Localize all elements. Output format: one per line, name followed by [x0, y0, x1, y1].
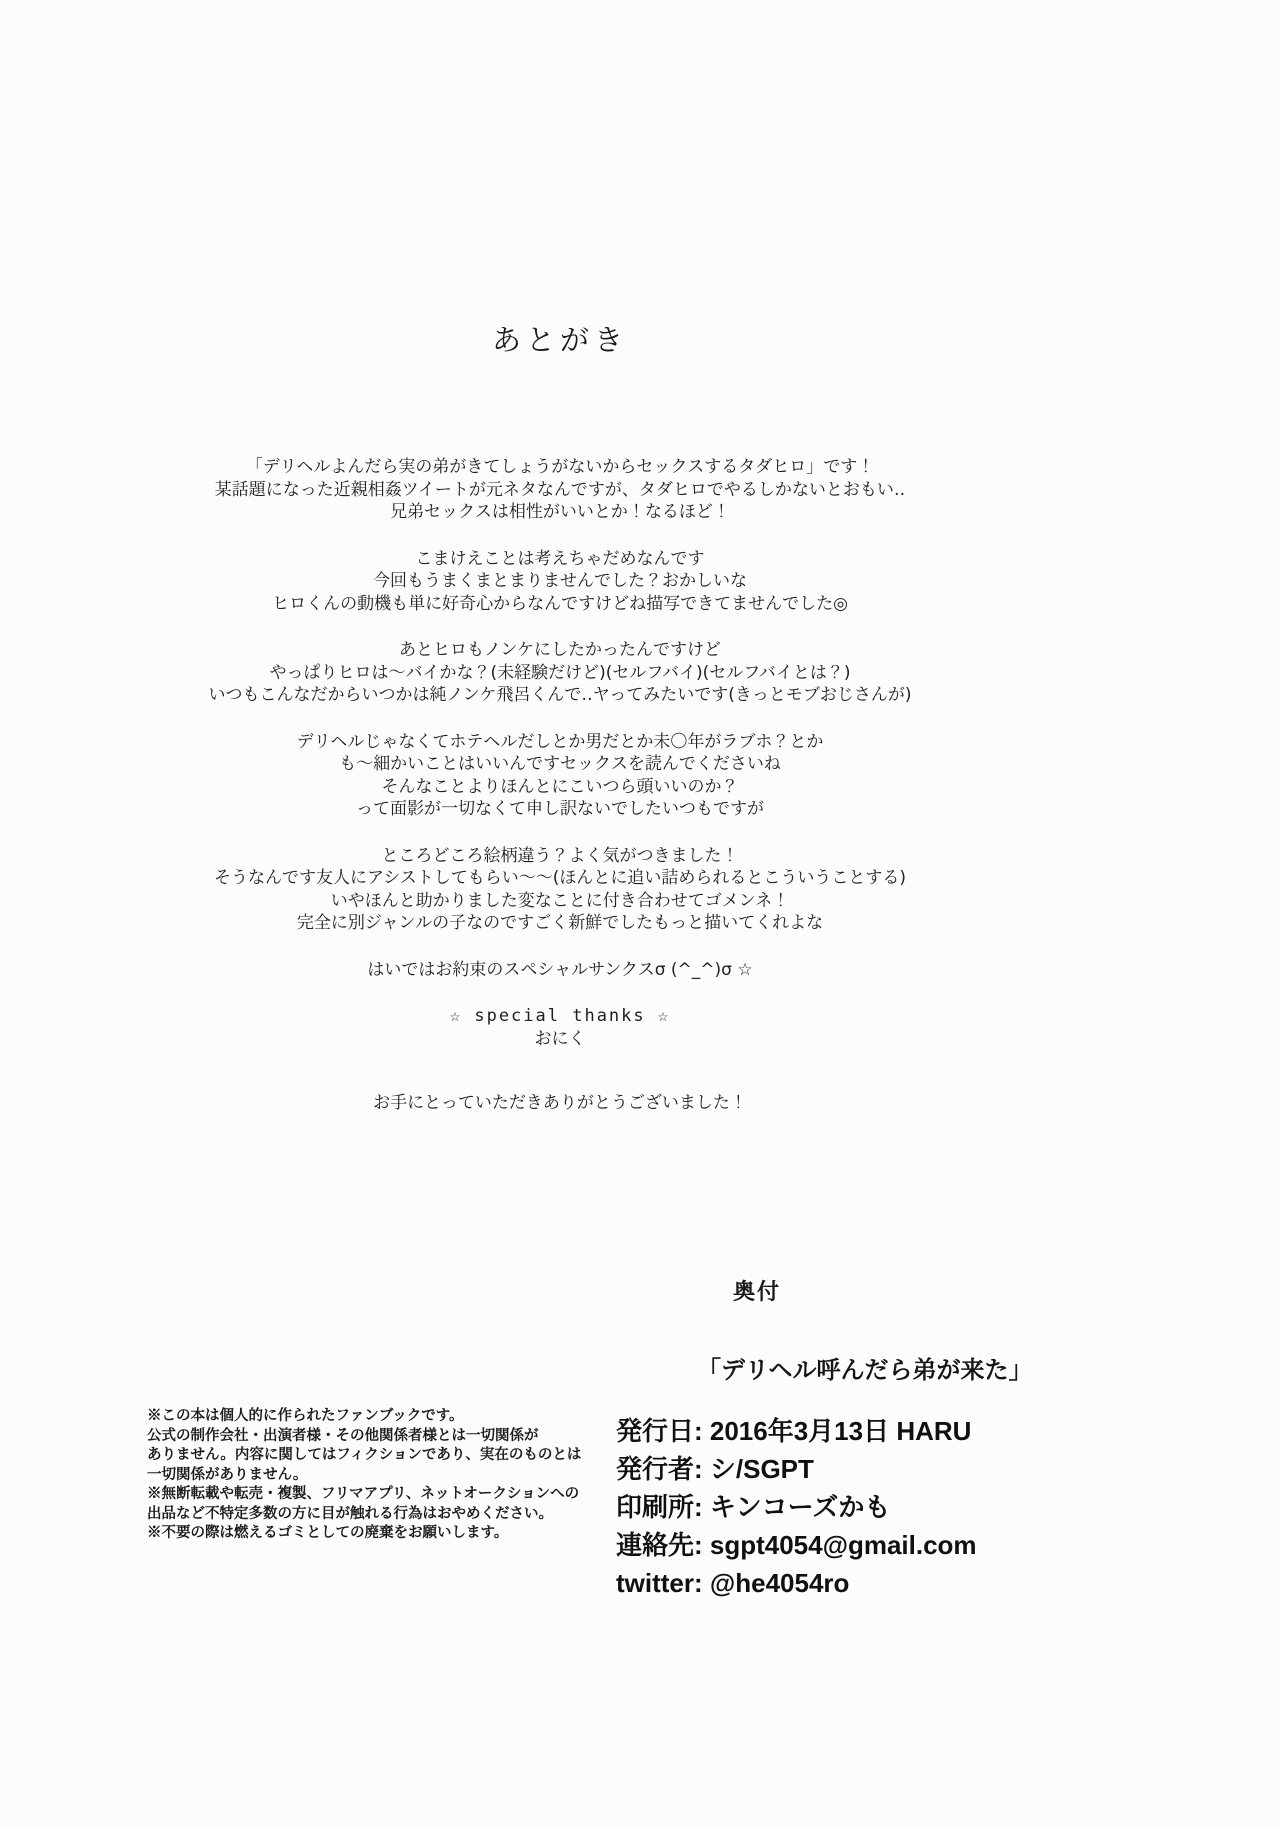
text-line: こまけえことは考えちゃだめなんです — [415, 548, 705, 569]
afterword-body — [0, 456, 1120, 1139]
text-line: はいではお約束のスペシャルサンクスσ (^_^)σ ☆ — [367, 959, 753, 980]
special-thanks-heading: ☆ special thanks ☆ — [449, 1006, 671, 1026]
printer: 印刷所: キンコーズかも — [616, 1492, 891, 1522]
closing-thanks — [0, 1092, 1120, 1115]
disclaimer-line: 一切関係がありません。 — [147, 1466, 308, 1483]
text-line: 完全に別ジャンルの子なのですごく新鮮でしたもっと描いてくれよな — [296, 913, 824, 933]
text-line: 某話題になった近親相姦ツイートが元ネタなんですが、タダヒロでやるしかないとおもい‥ — [214, 479, 906, 500]
disclaimer-line: ありません。内容に関してはフィクションであり、実在のものとは — [147, 1447, 582, 1463]
disclaimer-line: 出品など不特定多数の方に目が触れる行為はおやめください。 — [147, 1505, 553, 1522]
afterword-paragraph — [0, 548, 1120, 616]
text-line: あとヒロもノンケにしたかったんですけど — [399, 640, 721, 660]
text-line: いつもこんなだからいつかは純ノンケ飛呂くんで‥ヤってみたいです(きっとモブおじさんが) — [208, 685, 912, 705]
contact-email: 連絡先: sgpt4054@gmail.com — [616, 1530, 977, 1560]
afterword-paragraph — [0, 731, 1120, 821]
disclaimer-line: 公式の制作会社・出演者様・その他関係者様とは一切関係が — [147, 1427, 539, 1444]
disclaimer-line: ※不要の際は燃えるゴミとしての廃棄をお願いします。 — [147, 1525, 509, 1541]
text-line: やっぱりヒロは～バイかな？(未経験だけど)(セルフバイ)(セルフバイとは？) — [269, 662, 851, 683]
page-title: あとがき — [491, 323, 628, 357]
text-line: お手にとっていただきありがとうございました！ — [373, 1093, 747, 1113]
disclaimer-line: ※無断転載や転売・複製、フリマアプリ、ネットオークションへの — [147, 1486, 580, 1502]
text-line: 今回もうまくまとまりませんでした？おかしいな — [373, 571, 747, 591]
book-title: 「デリヘル呼んだら弟が来た」 — [697, 1358, 1033, 1384]
colophon-header: 奥付 — [733, 1280, 782, 1305]
publisher: 発行者: シ/SGPT — [616, 1454, 814, 1484]
disclaimer-line: ※この本は個人的に作られたファンブックです。 — [147, 1408, 464, 1424]
afterword-paragraph — [0, 639, 1120, 707]
text-line: いやほんと助かりました変なことに付き合わせてゴメンネ！ — [330, 890, 790, 911]
special-thanks-intro — [0, 959, 1120, 982]
text-line: そんなことよりほんとにこいつら頭いいのか？ — [381, 776, 739, 797]
afterword-paragraph — [0, 845, 1120, 935]
publication-details — [616, 1412, 1176, 1602]
text-line: も～細かいことはいいんですセックスを読んでくださいね — [339, 754, 781, 774]
twitter-handle: twitter: @he4054ro — [616, 1568, 850, 1598]
text-line: ところどころ絵柄違う？よく気がつきました！ — [381, 845, 739, 866]
special-thanks-block — [0, 1005, 1120, 1050]
disclaimer-block — [147, 1407, 587, 1544]
publication-date: 発行日: 2016年3月13日 HARU — [616, 1416, 972, 1446]
special-thanks-name: おにく — [534, 1028, 586, 1049]
text-line: デリヘルじゃなくてホテヘルだしとか男だとか未〇年がラブホ？とか — [296, 731, 824, 752]
text-line: って面影が一切なくて申し訳ないでしたいつもですが — [356, 799, 764, 819]
text-line: 「デリヘルよんだら実の弟がきてしょうがないからセックスするタダヒロ」です！ — [245, 457, 875, 477]
text-line: ヒロくんの動機も単に好奇心からなんですけどね描写できてませんでした◎ — [272, 593, 848, 614]
text-line: 兄弟セックスは相性がいいとか！なるほど！ — [390, 502, 730, 522]
afterword-paragraph — [0, 456, 1120, 524]
text-line: そうなんです友人にアシストしてもらい～～(ほんとに追い詰められるとこういうことする) — [213, 868, 907, 888]
